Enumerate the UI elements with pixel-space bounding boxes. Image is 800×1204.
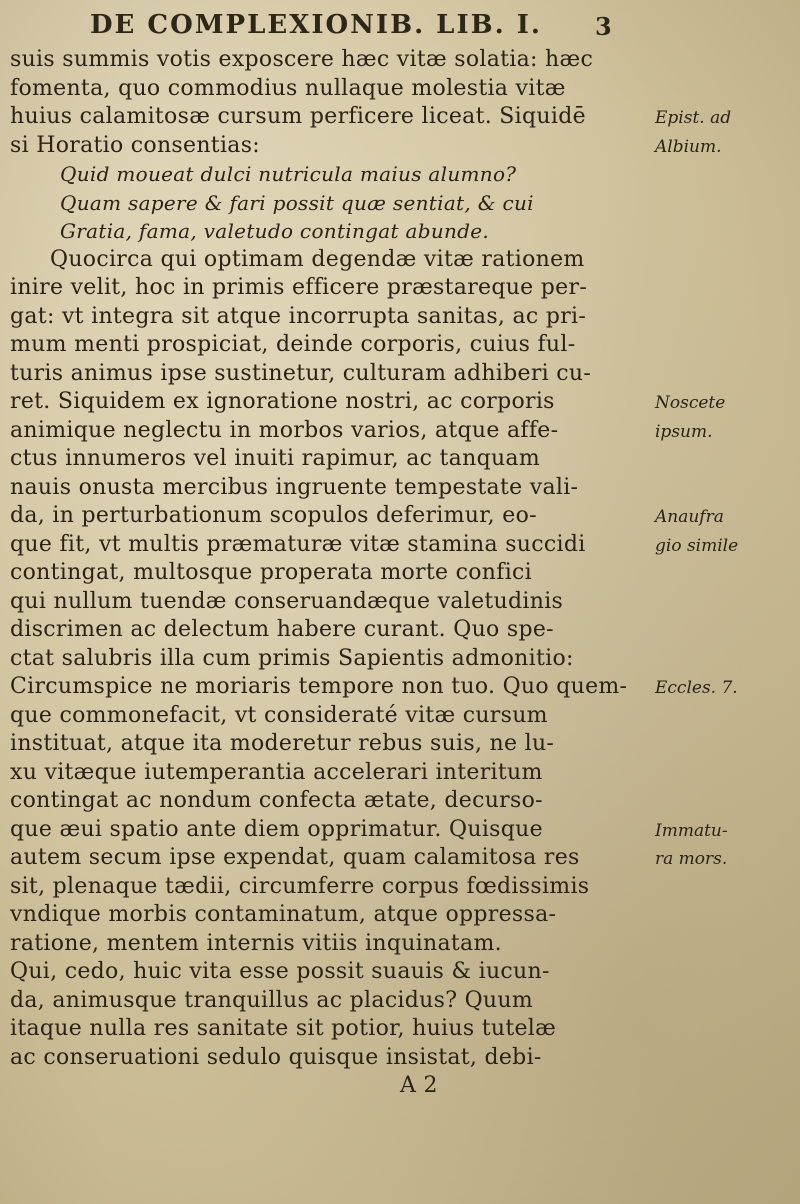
margin-note: ra mors. [655,849,728,869]
signature-mark: A 2 [400,1073,438,1098]
text-line: Quid moueat dulci nutricula maius alumno? [60,162,517,186]
margin-note: Anaufra [655,507,724,527]
margin-note: gio simile [655,535,739,556]
text-line: da, in perturbationum scopulos deferimur, eo- [10,503,537,528]
text-line: Quocirca qui optimam degendæ vitæ rationem [50,246,585,272]
text-line: si Horatio consentias: [10,132,261,158]
text-line: ac conseruationi sedulo quisque insistat, debi- [10,1044,542,1070]
text-line: Gratia, fama, valetudo contingat abunde. [60,219,490,243]
text-line: Quam sapere & fari possit quæ sentiat, & cui [60,190,534,215]
text-line: contingat, multosque properata morte confici [10,560,532,585]
text-line: que æui spatio ante diem opprimatur. Quisque [10,816,543,842]
text-line: discrimen ac delectum habere curant. Quo spe- [10,617,554,642]
text-line: ret. Siquidem ex ignoratione nostri, ac corporis [10,389,555,414]
text-line: inire velit, hoc in primis efficere præstareque per- [10,275,588,300]
text-line: turis animus ipse sustinetur, culturam adhiberi cu- [10,360,592,386]
running-header [90,10,650,40]
text-line: contingat ac nondum confecta ætate, decurso- [10,788,543,813]
text-line: fomenta, quo commodius nullaque molestia vitæ [10,75,566,101]
text-line: da, animusque tranquillus ac placidus? Quum [10,987,534,1013]
text-line: que fit, vt multis præmaturæ vitæ stamina succidi [10,531,586,557]
text-line: ctat salubris illa cum primis Sapientis admonitio: [10,645,574,671]
margin-note: ipsum. [655,421,713,442]
text-line: autem secum ipse expendat, quam calamitosa res [10,845,580,870]
text-line: Qui, cedo, huic vita esse possit suauis & iucun- [10,959,550,984]
page-number: 3 [595,12,614,41]
text-line: ctus innumeros vel inuiti rapimur, ac tanquam [10,446,540,471]
margin-note: Epist. ad [655,108,732,128]
margin-note: Albium. [655,136,722,157]
text-line: sit, plenaque tædii, circumferre corpus fœdissimis [10,873,590,899]
body-text [10,46,650,1101]
margin-note: Noscete [655,393,726,413]
text-line: suis summis votis exposcere hæc vitæ solatia: hæc [10,47,594,72]
text-line: que commonefacit, vt consideraté vitæ cursum [10,702,548,728]
text-line: gat: vt integra sit atque incorrupta sanitas, ac pri- [10,303,587,329]
margin-note: Eccles. 7. [655,678,738,698]
text-line: instituat, atque ita moderetur rebus suis, ne lu- [10,731,555,756]
text-line: vndique morbis contaminatum, atque oppressa- [10,902,557,927]
text-line: qui nullum tuendæ conseruandæque valetudinis [10,588,564,614]
text-line: nauis onusta mercibus ingruente tempestate vali- [10,474,579,500]
text-line: mum menti prospiciat, deinde corporis, cuius ful- [10,332,576,357]
header-title: DE COMPLEXIONIB. LIB. I. [90,10,542,40]
margin-note: Immatu- [655,820,728,841]
text-line: xu vitæque iutemperantia accelerari interitum [10,759,543,785]
text-line: ratione, mentem internis vitiis inquinatam. [10,930,502,956]
text-line: Circumspice ne moriaris tempore non tuo. Quo quem- [10,674,628,699]
text-line: itaque nulla res sanitate sit potior, huius tutelæ [10,1016,557,1041]
text-line: huius calamitosæ cursum perficere liceat. Siquidē [10,104,586,129]
text-line: animique neglectu in morbos varios, atque affe- [10,417,559,443]
